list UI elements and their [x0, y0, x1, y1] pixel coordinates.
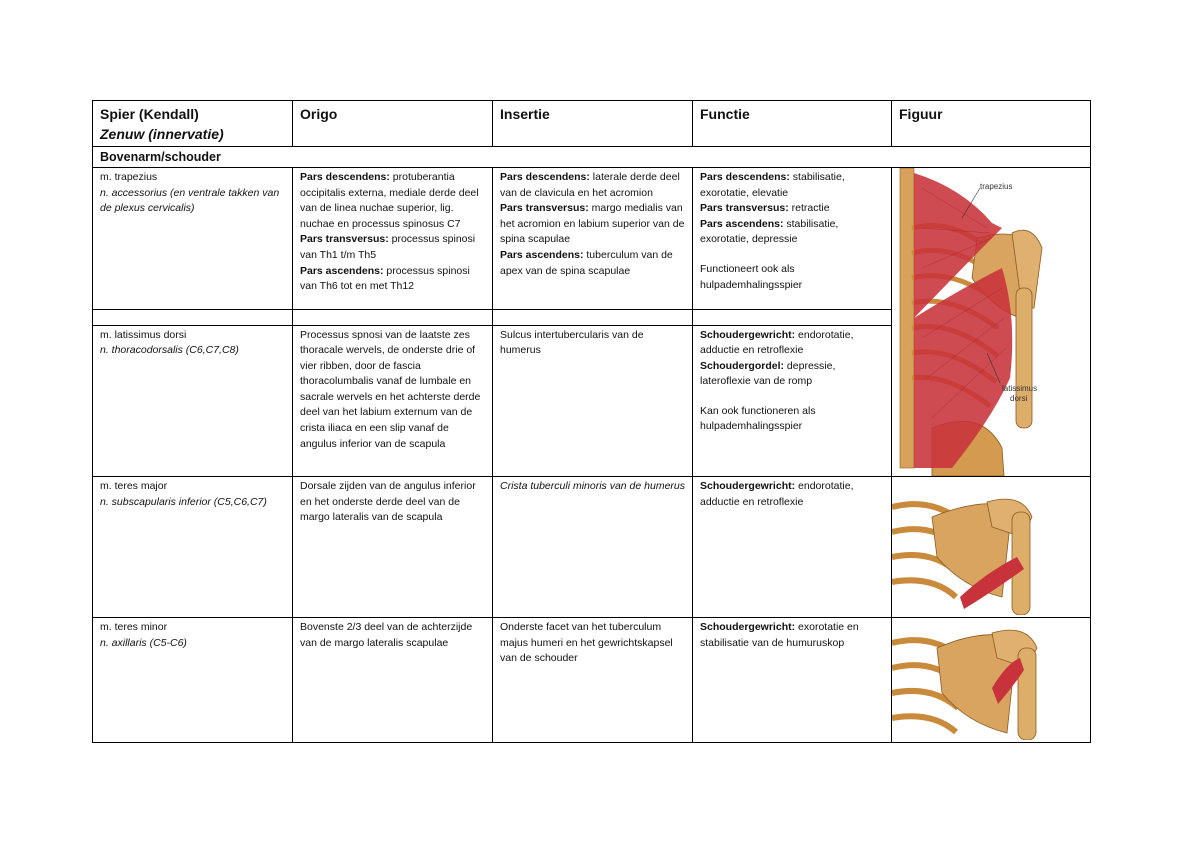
teres-major-image	[892, 477, 1090, 615]
nerve-name: n. thoracodorsalis (C6,C7,C8)	[100, 344, 239, 357]
functie-cell	[693, 168, 892, 310]
part-text: exorotatie en stabilisatie van de humuruskop	[700, 621, 859, 649]
part-label: Schoudergewricht:	[700, 480, 796, 492]
empty-cell	[93, 310, 293, 325]
insertie-cell	[493, 168, 693, 310]
header-spier	[93, 101, 293, 147]
figure-back-muscles	[892, 168, 1091, 477]
origo-cell	[293, 168, 493, 310]
muscle-name: m. trapezius	[100, 171, 158, 183]
insertie-cell: Sulcus intertubercularis van de humerus	[493, 325, 693, 477]
spier-cell	[93, 325, 293, 477]
part-label: Schoudergordel:	[700, 359, 785, 372]
table-row	[93, 168, 1091, 310]
figure-teres-minor	[892, 618, 1091, 743]
part-text: endorotatie, adductie en retroflexie	[700, 480, 854, 508]
origo-cell: Processus spnosi van de laatste zes thoracale wervels, de onderste drie of vier ribben, door de fascia thoracolumbalis vanaf de lumbale en sacrale wervels en het achterste derde deel van het labium externum van de crista iliaca en een slip vanaf de angulus inferior van de scapula	[293, 325, 493, 477]
insertie-cell: Crista tuberculi minoris van de humerus	[493, 477, 693, 618]
table-row	[93, 477, 1091, 618]
figure-teres-major	[892, 477, 1091, 618]
muscle-name: m. latissimus dorsi	[100, 328, 187, 341]
latissimus-label-1: latissimus	[1002, 384, 1038, 393]
functie-cell	[693, 325, 892, 477]
part-label: Pars ascendens:	[700, 217, 784, 230]
back-anatomy-image	[892, 168, 1090, 476]
part-label: Pars ascendens:	[500, 248, 584, 261]
part-text: endorotatie, adductie en retroflexie	[700, 328, 854, 357]
muscle-table	[92, 100, 1091, 743]
table-row	[93, 618, 1091, 743]
part-text: laterale derde deel van de clavicula en het acromion	[500, 171, 680, 199]
spier-cell	[93, 618, 293, 743]
functie-note: Functioneert ook als hulpademhalingsspier	[700, 262, 803, 291]
part-text: tuberculum van de apex van de spina scapulae	[500, 248, 673, 277]
muscle-name: m. teres minor	[100, 621, 168, 633]
part-label: Pars descendens:	[500, 171, 590, 183]
part-label: Schoudergewricht:	[700, 621, 796, 633]
header-spier-label: Spier (Kendall)	[100, 106, 199, 122]
part-label: Schoudergewricht:	[700, 328, 796, 341]
header-figuur: Figuur	[892, 101, 1091, 147]
muscle-table-page	[92, 100, 1090, 743]
part-text: stabilisatie, exorotatie, elevatie	[700, 171, 845, 199]
part-text: protuberantia occipitalis externa, mediale derde deel van de linea nuchae superior, lig. nuchae en processus spinosus C7	[300, 171, 479, 230]
muscle-name: m. teres major	[100, 480, 168, 492]
header-insertie: Insertie	[493, 101, 693, 147]
header-origo: Origo	[293, 101, 493, 147]
part-label: Pars ascendens:	[300, 264, 384, 277]
empty-cell	[693, 310, 892, 325]
header-row	[93, 101, 1091, 147]
functie-cell	[693, 618, 892, 743]
part-label: Pars descendens:	[300, 171, 390, 183]
header-functie: Functie	[693, 101, 892, 147]
spier-cell	[93, 168, 293, 310]
teres-minor-image	[892, 618, 1090, 740]
trapezius-label: trapezius	[980, 182, 1013, 191]
functie-cell	[693, 477, 892, 618]
nerve-name: n. axillaris (C5-C6)	[100, 636, 187, 649]
empty-cell	[493, 310, 693, 325]
header-zenuw-label: Zenuw (innervatie)	[100, 126, 224, 142]
part-text: margo medialis van het acromion en labium superior van de spina scapulae	[500, 202, 685, 246]
nerve-name: n. accessorius (en ventrale takken van de plexus cervicalis)	[100, 186, 280, 215]
part-label: Pars descendens:	[700, 171, 790, 183]
part-label: Pars transversus:	[500, 202, 589, 215]
nerve-name: n. subscapularis inferior (C5,C6,C7)	[100, 495, 267, 508]
part-label: Pars transversus:	[300, 233, 389, 246]
part-text: retractie	[788, 202, 830, 215]
section-row	[93, 147, 1091, 168]
insertie-cell: Onderste facet van het tuberculum majus humeri en het gewrichtskapsel van de schouder	[493, 618, 693, 743]
origo-cell: Bovenste 2/3 deel van de achterzijde van de margo lateralis scapulae	[293, 618, 493, 743]
part-text: depressie, lateroflexie van de romp	[700, 359, 836, 388]
part-label: Pars transversus:	[700, 202, 789, 215]
part-text: processus spinosi van Th6 tot en met Th12	[300, 264, 470, 293]
spier-cell	[93, 477, 293, 618]
origo-cell: Dorsale zijden van de angulus inferior en het onderste derde deel van de margo lateralis van de scapula	[293, 477, 493, 618]
part-text: processus spinosi van Th1 t/m Th5	[300, 233, 476, 261]
section-title: Bovenarm/schouder	[93, 147, 1091, 168]
part-text: stabilisatie, exorotatie, depressie	[700, 217, 839, 246]
latissimus-label-2: dorsi	[1010, 394, 1028, 403]
empty-cell	[293, 310, 493, 325]
functie-note: Kan ook functioneren als hulpademhalingsspier	[700, 404, 816, 433]
